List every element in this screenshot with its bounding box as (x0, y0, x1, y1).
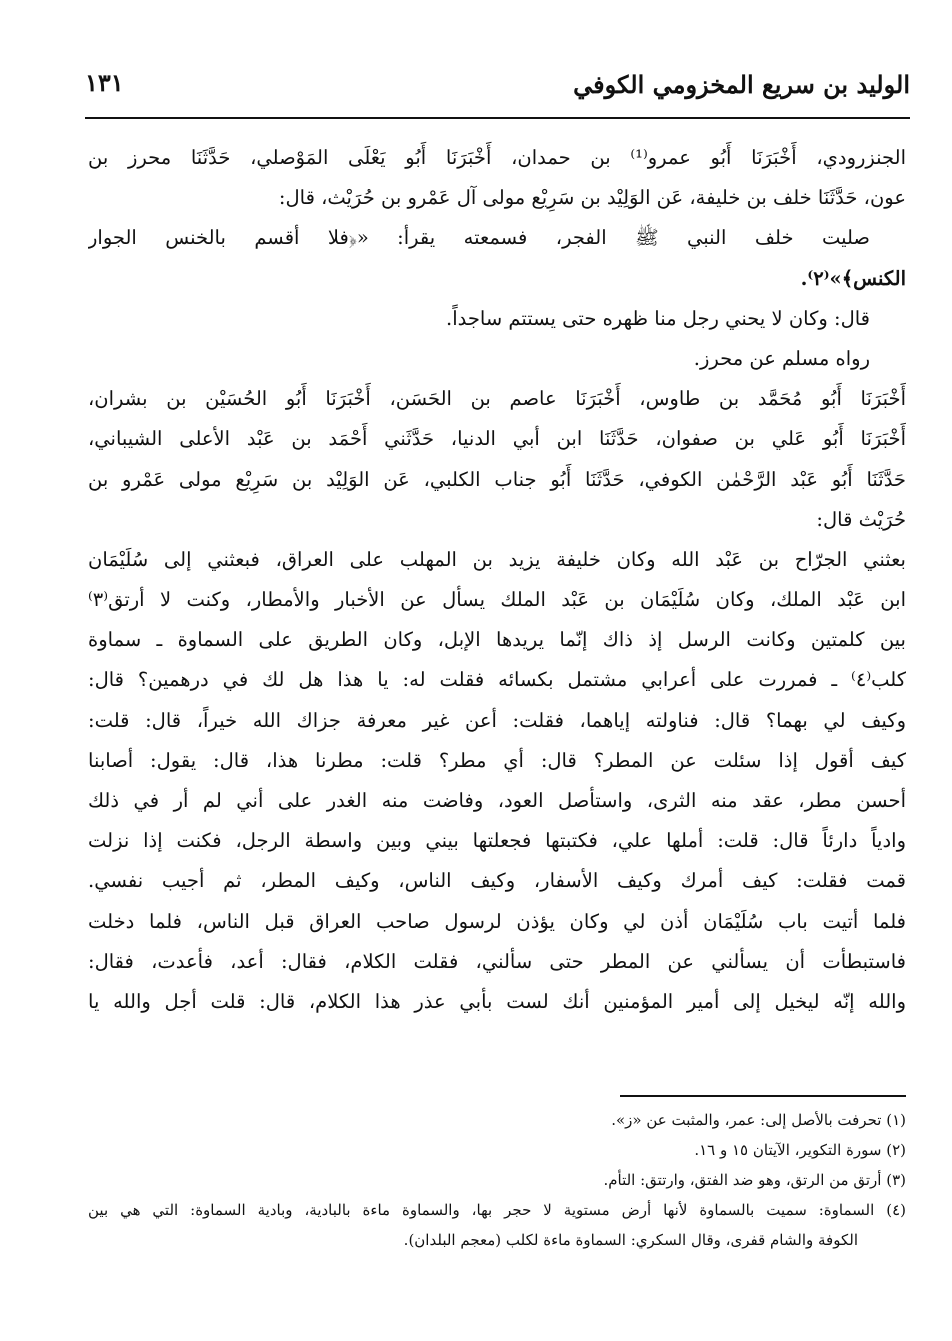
body-line: وكيف لي بهما؟ قال: فناولته إياهما، فقلت: أعن غير معرفة جزاك الله خيراً، قال: قلت: (88, 708, 906, 732)
body-line: وادياً دارئاً قال: قلت: أملها علي، فكتبتها فجعلتها بيني وبين واسطة الرجل، فكنت إذا نزلت (88, 829, 906, 853)
body-line: قمت فقلت: كيف أمرك وكيف الأسفار، وكيف الناس، وكيف المطر، ثم أجيب نفسي. (88, 869, 906, 893)
body-line: والله إنّه ليخيل إلى أمير المؤمنين أنك لست بأبي عذر هذا الكلام، قال: قلت أجل والله يا (88, 989, 906, 1013)
body-line: أَخْبَرَنَا أَبُو عَلي بن صفوان، حَدَّثَنَا ابن أبي الدنيا، حَدَّثَني أَحْمَد بن عَبْد الأعلى الشيباني، (88, 427, 906, 451)
footnote: (٤) السماوة: سميت بالسماوة لأنها أرض مستوية لا حجر بها، والسماوة ماءة بالبادية، وبادية السماوة: التي هي بين (88, 1201, 906, 1219)
footnote: (٢) سورة التكوير، الآيتان ١٥ و ١٦. (694, 1141, 906, 1159)
header-rule (85, 117, 910, 119)
running-title: الوليد بن سريع المخزومي الكوفي (573, 70, 910, 99)
body-line: بين كلمتين وكانت الرسل إذ ذاك إنّما يريدها الإبل، وكان الطريق على السماوة ـ سماوة (88, 628, 906, 652)
body-line: كيف أقول إذا سئلت عن المطر؟ قال: أي مطر؟ قلت: مطرنا هذا، قال: يقول: أصابنا (88, 748, 906, 772)
body-line: الكنس﴾»⁽٢⁾. (800, 266, 906, 290)
body-line: فاستبطأت أن يسألني عن المطر حتى سألني، فقلت الكلام، فقال: أعد، فأعدت، فقال: (88, 949, 906, 973)
footnote: (١) تحرفت بالأصل إلى: عمر، والمثبت عن «ز». (611, 1111, 906, 1129)
body-line: بعثني الجرّاح بن عَبْد الله وكان خليفة يزيد بن المهلب على العراق، فبعثني إلى سُلَيْمَان (88, 547, 906, 571)
footnotes (88, 1105, 906, 1255)
body-line: عون، حَدَّثَنَا خلف بن خليفة، عَن الوَلِيْد بن سَرِيْع مولى آل عَمْرو بن حُرَيْث، قال: (278, 186, 906, 210)
footnote-continuation: الكوفة والشام قفرى، وقال السكري: السماوة ماءة لكلب (معجم البلدان). (403, 1231, 858, 1249)
footnote: (٣) أرتق من الرتق، وهو ضد الفتق، وارتتق: التأم. (603, 1171, 906, 1189)
footnote-rule (620, 1095, 906, 1097)
body-line: قال: وكان لا يحني رجل منا ظهره حتى يستتم ساجداً. (446, 306, 870, 330)
page-header (85, 62, 910, 110)
body-line: الجنزرودي، أَخْبَرَنَا أَبُو عمرو⁽¹⁾ بن حمدان، أَخْبَرَنَا أَبُو يَعْلَى المَوْصلي، حَدَّثَنَا محرز بن (88, 146, 906, 169)
body-line: فلما أتيت باب سُلَيْمَان أذن لي وكان يؤذن لرسول صاحب العراق قبل الناس، فلما دخلت (88, 909, 906, 933)
body-line: صليت خلف النبي ﷺ الفجر، فسمعته يقرأ: «﴿فلا أقسم بالخنس الجوار (88, 226, 870, 250)
body-line: ابن عَبْد الملك، وكان سُلَيْمَان بن عَبْد الملك يسأل عن الأخبار والأمطار، وكنت لا أرتق⁽٣⁾ (88, 588, 906, 612)
body-text (88, 138, 906, 1022)
body-line: أحسن مطر، عقد منه الثرى، واستأصل العود، وفاضت منه الغدر على أني لم أر في ذلك (88, 789, 906, 812)
body-line: حُرَيْث قال: (816, 507, 906, 531)
body-line: رواه مسلم عن محرز. (693, 346, 870, 370)
body-line: حَدَّثَنَا أَبُو عَبْد الرَّحْمٰن الكوفي، حَدَّثَنَا أَبُو جناب الكلبي، عَن الوَلِيْد بن سَرِيْع مولى عَمْرو بن (88, 467, 906, 491)
body-line: كلب⁽٤⁾ ـ فمررت على أعرابي مشتمل بكسائه فقلت له: يا هذا هل لك في درهمين؟ قال: (88, 668, 906, 692)
body-line: أَخْبَرَنَا أَبُو مُحَمَّد بن طاوس، أَخْبَرَنَا عاصم بن الحَسَن، أَخْبَرَنَا أَبُو الحُسَيْن بن بشران، (88, 387, 906, 411)
page-number: ١٣١ (85, 68, 124, 97)
